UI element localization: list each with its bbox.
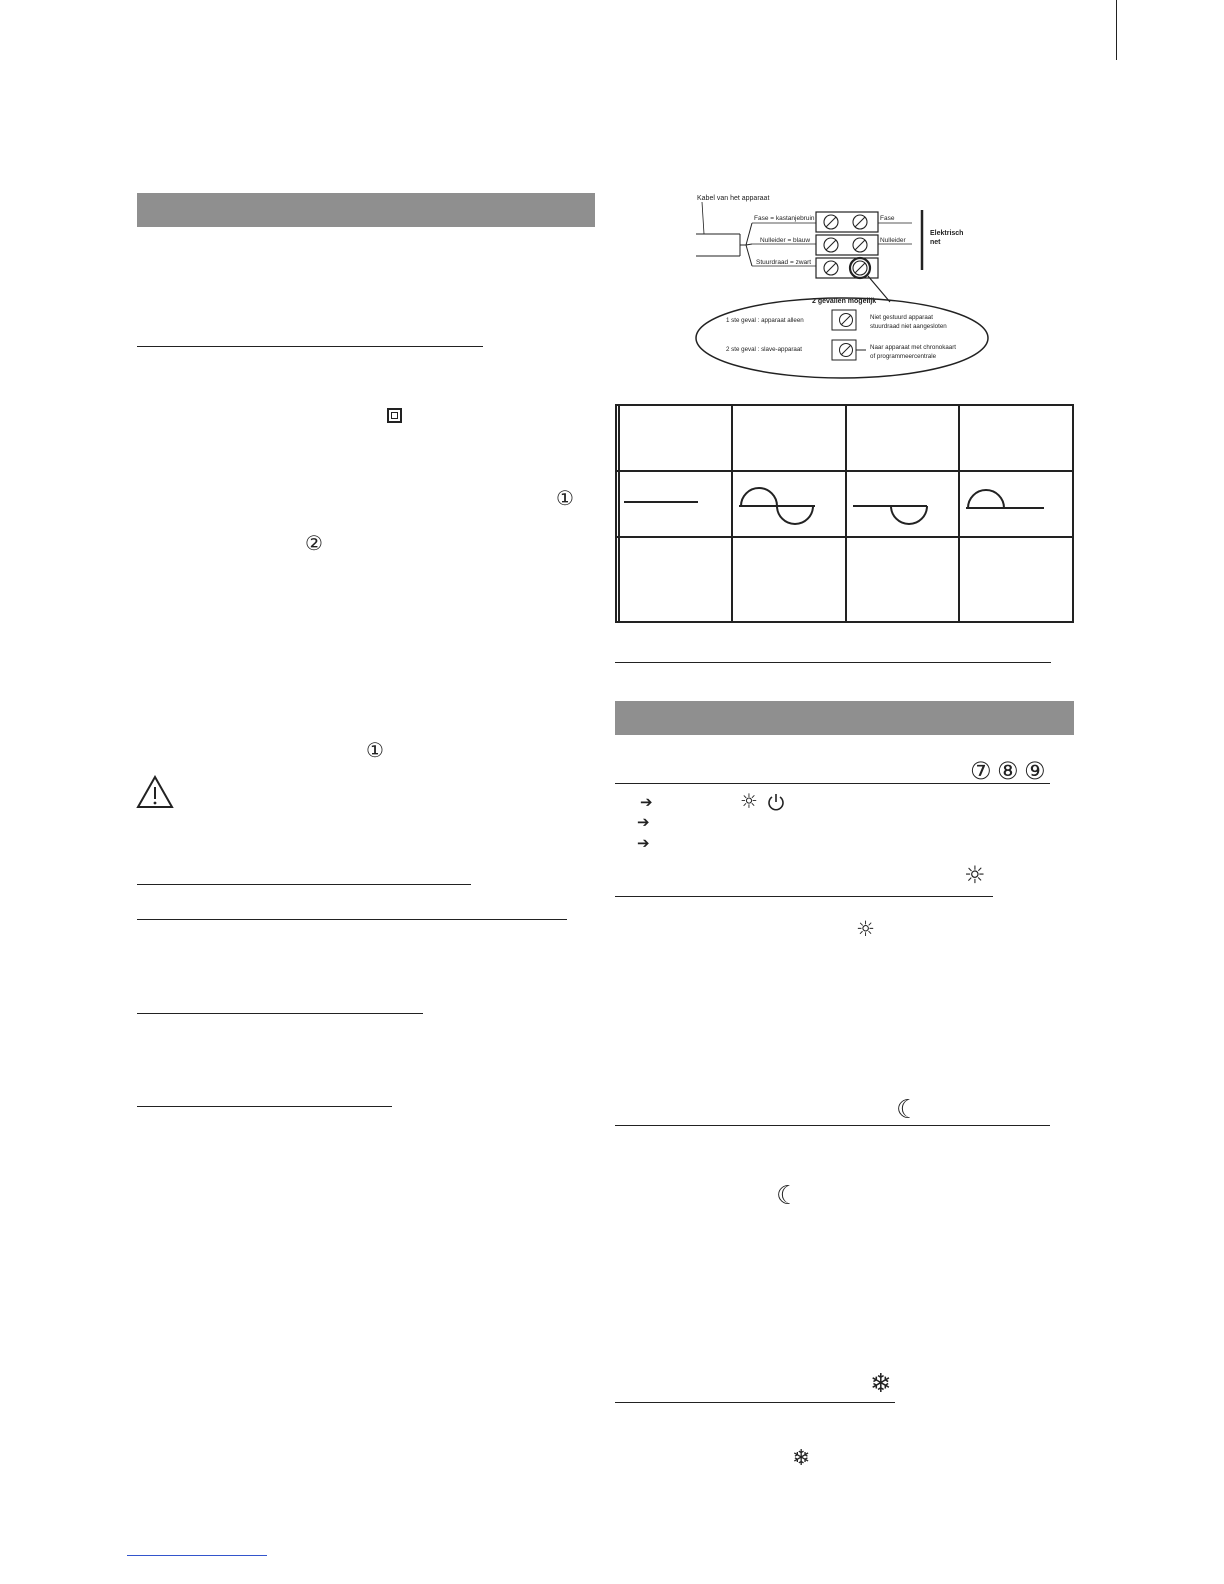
crop-mark: [1116, 0, 1117, 60]
arrow-icon: ➔: [637, 834, 650, 852]
number-2-icon: ②: [305, 531, 323, 555]
case2-desc-line2: of programmeercentrale: [870, 353, 937, 360]
table-cell: [846, 405, 960, 471]
table-cell: [846, 537, 960, 622]
right-rule-4: [615, 1125, 1050, 1126]
right-rule-5: [615, 1402, 895, 1403]
cases-title: 2 gevallen mogelijk: [812, 298, 877, 305]
left-rule-4: [137, 1013, 423, 1014]
table-cell: [732, 537, 846, 622]
table-cell: [959, 471, 1073, 537]
sun-icon: ☼: [964, 861, 986, 889]
case1-desc-line2: stuurdraad niet aangesloten: [870, 323, 947, 330]
moon-icon: ☾: [776, 1181, 800, 1211]
table-cell: [619, 537, 733, 622]
control-wire-label: Stuurdraad = zwart: [756, 259, 812, 266]
square-icon: [387, 408, 402, 423]
case2-label: 2 ste geval : slave-apparaat: [726, 346, 803, 353]
arrow-icon: ➔: [640, 793, 653, 811]
left-section-header-bar: [137, 193, 595, 227]
wiring-diagram: [694, 190, 994, 380]
left-rule-3: [137, 919, 567, 920]
left-rule-5: [137, 1106, 392, 1107]
case1-label: 1 ste geval : apparaat alleen: [726, 317, 804, 324]
table-cell: [619, 405, 733, 471]
number-1-icon: ①: [366, 738, 384, 762]
full-sine-waveform-icon: [733, 474, 821, 534]
phase-wire-label: Fase = kastanjebruin: [754, 215, 815, 222]
number-8-icon: ⑧: [997, 757, 1019, 785]
neutral-net-label: Nulleider: [880, 237, 906, 244]
sun-icon: ☼: [856, 917, 875, 941]
table-cell: [959, 405, 1073, 471]
warning-icon: [136, 775, 174, 809]
snowflake-icon: ❄: [870, 1369, 892, 1399]
left-rule-1: [137, 346, 483, 347]
cable-label: Kabel van het apparaat: [697, 195, 770, 202]
right-rule-3: [615, 896, 993, 897]
arrow-icon: ➔: [637, 813, 650, 831]
number-9-icon: ⑨: [1024, 757, 1046, 785]
net-label-line1: Elektrisch: [930, 230, 964, 237]
case2-desc-line1: Naar apparaat met chronokaart: [870, 344, 956, 351]
phase-net-label: Fase: [880, 215, 895, 222]
table-cell: [732, 471, 846, 537]
positive-half-wave-icon: [960, 474, 1048, 534]
neutral-wire-label: Nulleider = blauw: [760, 237, 811, 244]
sun-icon: ☼: [740, 789, 758, 813]
number-1-icon: ①: [556, 486, 574, 510]
table-cell: [619, 471, 733, 537]
number-7-icon: ⑦: [970, 757, 992, 785]
net-label-line2: net: [930, 239, 941, 246]
table-cell: [732, 405, 846, 471]
signal-table: [615, 404, 1074, 623]
right-rule-2: [615, 783, 1050, 784]
right-section-header-bar: [615, 701, 1074, 735]
negative-half-wave-icon: [847, 474, 935, 534]
flat-line-waveform-icon: [620, 474, 708, 534]
case1-desc-line1: Niet gestuurd apparaat: [870, 314, 933, 321]
table-cell: [846, 471, 960, 537]
table-cell: [959, 537, 1073, 622]
right-rule-1: [615, 662, 1051, 663]
power-icon: [766, 792, 786, 812]
moon-icon: ☾: [896, 1095, 920, 1125]
left-rule-2: [137, 884, 471, 885]
footer-link-rule[interactable]: [127, 1555, 267, 1556]
snowflake-icon: ❄: [792, 1446, 811, 1471]
